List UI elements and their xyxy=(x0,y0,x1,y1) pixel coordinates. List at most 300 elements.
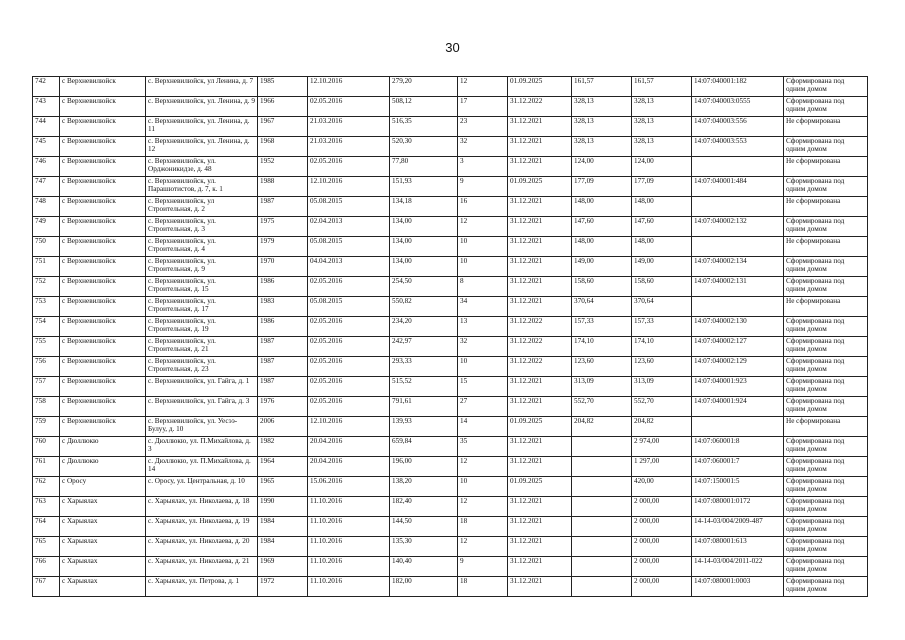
cell-survey-date: 02.05.2016 xyxy=(308,377,390,397)
cell-settlement: с Дюллюкю xyxy=(60,437,146,457)
cell-land-area-1: 328,13 xyxy=(572,137,632,157)
cell-address: с. Харыялах, ул. Николаева, д. 20 xyxy=(146,537,258,557)
cell-deadline-date: 31.12.2021 xyxy=(508,397,572,417)
cell-residents: 32 xyxy=(458,137,508,157)
cell-address: с. Верхневилюйск, ул. Уесээ-Булуу, д. 10 xyxy=(146,417,258,437)
cell-year-built: 1965 xyxy=(258,477,308,497)
table-row xyxy=(33,217,868,237)
cell-deadline-date: 31.12.2021 xyxy=(508,257,572,277)
cell-land-status: Сформирована под одним домом xyxy=(784,537,868,557)
cell-year-built: 1986 xyxy=(258,317,308,337)
cell-settlement: с Верхневилюйск xyxy=(60,277,146,297)
cell-survey-date: 12.10.2016 xyxy=(308,177,390,197)
cell-settlement: с Верхневилюйск xyxy=(60,97,146,117)
cell-survey-date: 02.05.2016 xyxy=(308,337,390,357)
cell-deadline-date: 31.12.2021 xyxy=(508,517,572,537)
cell-settlement: с Харыялах xyxy=(60,517,146,537)
cell-deadline-date: 31.12.2021 xyxy=(508,157,572,177)
cell-year-built: 1970 xyxy=(258,257,308,277)
cell-land-area-2: 1 297,00 xyxy=(632,457,692,477)
cell-land-status: Сформирована под одним домом xyxy=(784,77,868,97)
cell-residents: 16 xyxy=(458,197,508,217)
cell-land-area-1: 161,57 xyxy=(572,77,632,97)
cell-land-area-2: 177,09 xyxy=(632,177,692,197)
cell-survey-date: 05.08.2015 xyxy=(308,237,390,257)
cell-settlement: с Верхневилюйск xyxy=(60,417,146,437)
cell-land-status: Сформирована под одним домом xyxy=(784,137,868,157)
cell-cadastral-number: 14:07:060001:7 xyxy=(692,457,784,477)
table-row xyxy=(33,337,868,357)
cell-deadline-date: 01.09.2025 xyxy=(508,417,572,437)
table-row xyxy=(33,237,868,257)
cell-land-area-2: 2 000,00 xyxy=(632,557,692,577)
cell-address: с. Верхневилюйск, ул. Строительная, д. 3 xyxy=(146,217,258,237)
cell-row-number: 755 xyxy=(33,337,60,357)
cell-land-area-2: 174,10 xyxy=(632,337,692,357)
cell-row-number: 742 xyxy=(33,77,60,97)
cell-land-area-1: 204,82 xyxy=(572,417,632,437)
cell-address: с. Харыялах, ул. Николаева, д. 18 xyxy=(146,497,258,517)
cell-area: 138,20 xyxy=(390,477,458,497)
cell-cadastral-number xyxy=(692,157,784,177)
table-row xyxy=(33,537,868,557)
cell-survey-date: 02.05.2016 xyxy=(308,397,390,417)
cell-year-built: 1964 xyxy=(258,457,308,477)
cell-land-area-2: 313,09 xyxy=(632,377,692,397)
cell-area: 508,12 xyxy=(390,97,458,117)
cell-year-built: 1968 xyxy=(258,137,308,157)
cell-row-number: 765 xyxy=(33,537,60,557)
cell-land-area-1 xyxy=(572,477,632,497)
cell-year-built: 2006 xyxy=(258,417,308,437)
table-body xyxy=(33,77,868,597)
cell-land-status: Сформирована под одним домом xyxy=(784,377,868,397)
cell-land-area-1: 313,09 xyxy=(572,377,632,397)
cell-cadastral-number: 14:07:040003:553 xyxy=(692,137,784,157)
table-row xyxy=(33,397,868,417)
cell-area: 134,00 xyxy=(390,217,458,237)
cell-cadastral-number: 14:07:080001:613 xyxy=(692,537,784,557)
cell-area: 659,84 xyxy=(390,437,458,457)
cell-land-status: Сформирована под одним домом xyxy=(784,457,868,477)
cell-address: с. Дюллюкю, ул. П.Михайлова, д. 3 xyxy=(146,437,258,457)
cell-residents: 12 xyxy=(458,497,508,517)
cell-residents: 12 xyxy=(458,217,508,237)
table-row xyxy=(33,317,868,337)
cell-land-area-2: 2 000,00 xyxy=(632,517,692,537)
table-row xyxy=(33,177,868,197)
table-row xyxy=(33,557,868,577)
cell-area: 234,20 xyxy=(390,317,458,337)
cell-land-status: Сформирована под одним домом xyxy=(784,557,868,577)
cell-land-area-1: 328,13 xyxy=(572,117,632,137)
cell-settlement: с Харыялах xyxy=(60,537,146,557)
cell-land-area-1: 148,00 xyxy=(572,237,632,257)
cell-land-area-1: 124,00 xyxy=(572,157,632,177)
cell-cadastral-number: 14:07:080001:0172 xyxy=(692,497,784,517)
cell-land-area-1: 148,00 xyxy=(572,197,632,217)
cell-survey-date: 12.10.2016 xyxy=(308,417,390,437)
cell-area: 139,93 xyxy=(390,417,458,437)
cell-settlement: с Верхневилюйск xyxy=(60,117,146,137)
cell-address: с. Верхневилюйск, ул Ленина, д. 7 xyxy=(146,77,258,97)
cell-deadline-date: 31.12.2021 xyxy=(508,237,572,257)
cell-residents: 14 xyxy=(458,417,508,437)
cell-area: 134,00 xyxy=(390,237,458,257)
cell-residents: 12 xyxy=(458,457,508,477)
cell-survey-date: 02.05.2016 xyxy=(308,317,390,337)
cell-settlement: с Верхневилюйск xyxy=(60,337,146,357)
cell-settlement: с Верхневилюйск xyxy=(60,237,146,257)
cell-land-area-2: 2 974,00 xyxy=(632,437,692,457)
cell-land-area-2: 147,60 xyxy=(632,217,692,237)
cell-settlement: с Верхневилюйск xyxy=(60,77,146,97)
cell-year-built: 1967 xyxy=(258,117,308,137)
cell-land-area-2: 328,13 xyxy=(632,137,692,157)
cell-land-area-1: 370,64 xyxy=(572,297,632,317)
cell-settlement: с Верхневилюйск xyxy=(60,137,146,157)
table-row xyxy=(33,257,868,277)
cell-land-area-2: 370,64 xyxy=(632,297,692,317)
table-row xyxy=(33,417,868,437)
cell-deadline-date: 31.12.2021 xyxy=(508,297,572,317)
cell-land-area-1: 328,13 xyxy=(572,97,632,117)
table-row xyxy=(33,157,868,177)
cell-land-area-2: 2 000,00 xyxy=(632,497,692,517)
cell-settlement: с Харыялах xyxy=(60,577,146,597)
cell-row-number: 758 xyxy=(33,397,60,417)
cell-deadline-date: 01.09.2025 xyxy=(508,77,572,97)
cell-deadline-date: 31.12.2021 xyxy=(508,217,572,237)
cell-survey-date: 15.06.2016 xyxy=(308,477,390,497)
cell-row-number: 764 xyxy=(33,517,60,537)
cell-address: с. Верхневилюйск, ул. Строительная, д. 9 xyxy=(146,257,258,277)
cell-settlement: с Верхневилюйск xyxy=(60,297,146,317)
cell-address: с. Верхневилюйск, ул. Строительная, д. 19 xyxy=(146,317,258,337)
cell-land-status: Сформирована под одним домом xyxy=(784,257,868,277)
cell-address: с. Верхневилюйск, ул. Строительная, д. 17 xyxy=(146,297,258,317)
cell-row-number: 745 xyxy=(33,137,60,157)
cell-land-area-1 xyxy=(572,517,632,537)
cell-land-area-2: 328,13 xyxy=(632,117,692,137)
cell-settlement: с Верхневилюйск xyxy=(60,397,146,417)
cell-row-number: 743 xyxy=(33,97,60,117)
cell-cadastral-number: 14:07:040002:130 xyxy=(692,317,784,337)
cell-land-area-2: 157,33 xyxy=(632,317,692,337)
cell-address: с. Верхневилюйск, ул. Ленина, д. 9 xyxy=(146,97,258,117)
cell-land-area-1: 147,60 xyxy=(572,217,632,237)
cell-residents: 35 xyxy=(458,437,508,457)
cell-land-area-1 xyxy=(572,537,632,557)
cell-residents: 8 xyxy=(458,277,508,297)
cell-row-number: 744 xyxy=(33,117,60,137)
cell-deadline-date: 31.12.2021 xyxy=(508,437,572,457)
cell-area: 516,35 xyxy=(390,117,458,137)
cell-land-status: Не сформирована xyxy=(784,197,868,217)
cell-land-status: Сформирована под одним домом xyxy=(784,177,868,197)
cell-row-number: 761 xyxy=(33,457,60,477)
cell-cadastral-number: 14:07:040003:556 xyxy=(692,117,784,137)
cell-year-built: 1983 xyxy=(258,297,308,317)
cell-year-built: 1986 xyxy=(258,277,308,297)
cell-survey-date: 04.04.2013 xyxy=(308,257,390,277)
cell-address: с. Верхневилюйск, ул Строительная, д. 2 xyxy=(146,197,258,217)
cell-residents: 12 xyxy=(458,537,508,557)
cell-row-number: 748 xyxy=(33,197,60,217)
cell-deadline-date: 31.12.2022 xyxy=(508,97,572,117)
cell-cadastral-number: 14:07:040002:131 xyxy=(692,277,784,297)
cell-deadline-date: 31.12.2021 xyxy=(508,457,572,477)
cell-settlement: с Дюллюкю xyxy=(60,457,146,477)
cell-year-built: 1966 xyxy=(258,97,308,117)
cell-land-status: Сформирована под одним домом xyxy=(784,497,868,517)
cell-settlement: с Верхневилюйск xyxy=(60,197,146,217)
cell-residents: 34 xyxy=(458,297,508,317)
page-number: 30 xyxy=(445,40,460,55)
table-row xyxy=(33,457,868,477)
cell-residents: 23 xyxy=(458,117,508,137)
cell-year-built: 1984 xyxy=(258,517,308,537)
cell-land-area-1 xyxy=(572,557,632,577)
cell-area: 791,61 xyxy=(390,397,458,417)
cell-area: 254,50 xyxy=(390,277,458,297)
cell-year-built: 1988 xyxy=(258,177,308,197)
cell-row-number: 763 xyxy=(33,497,60,517)
table-row xyxy=(33,497,868,517)
cell-address: с. Харыялах, ул. Николаева, д. 19 xyxy=(146,517,258,537)
cell-year-built: 1987 xyxy=(258,197,308,217)
cell-land-area-1: 158,60 xyxy=(572,277,632,297)
cell-year-built: 1975 xyxy=(258,217,308,237)
cell-land-status: Не сформирована xyxy=(784,237,868,257)
cell-land-area-2: 204,82 xyxy=(632,417,692,437)
cell-land-area-2: 148,00 xyxy=(632,197,692,217)
cell-row-number: 751 xyxy=(33,257,60,277)
cell-settlement: с Верхневилюйск xyxy=(60,377,146,397)
cell-row-number: 753 xyxy=(33,297,60,317)
table-row xyxy=(33,517,868,537)
cell-row-number: 750 xyxy=(33,237,60,257)
cell-land-area-1 xyxy=(572,457,632,477)
cell-land-status: Сформирована под одним домом xyxy=(784,337,868,357)
cell-residents: 10 xyxy=(458,237,508,257)
table-row xyxy=(33,357,868,377)
cell-year-built: 1984 xyxy=(258,537,308,557)
cell-land-area-2: 123,60 xyxy=(632,357,692,377)
cell-row-number: 767 xyxy=(33,577,60,597)
table-row xyxy=(33,117,868,137)
table-row xyxy=(33,297,868,317)
cell-residents: 18 xyxy=(458,577,508,597)
cell-survey-date: 02.05.2016 xyxy=(308,357,390,377)
table-row xyxy=(33,97,868,117)
cell-year-built: 1985 xyxy=(258,77,308,97)
cell-survey-date: 02.04.2013 xyxy=(308,217,390,237)
cell-land-status: Сформирована под одним домом xyxy=(784,277,868,297)
cell-address: с. Верхневилюйск, ул. Строительная, д. 21 xyxy=(146,337,258,357)
cell-land-area-1: 149,00 xyxy=(572,257,632,277)
cell-settlement: с Верхневилюйск xyxy=(60,317,146,337)
cell-year-built: 1952 xyxy=(258,157,308,177)
cell-land-status: Сформирована под одним домом xyxy=(784,357,868,377)
cell-residents: 17 xyxy=(458,97,508,117)
cell-area: 182,00 xyxy=(390,577,458,597)
cell-address: с. Верхневилюйск, ул. Строительная, д. 23 xyxy=(146,357,258,377)
cell-cadastral-number: 14:07:040002:132 xyxy=(692,217,784,237)
cell-address: с. Верхневилюйск, ул. Гайга, д. 1 xyxy=(146,377,258,397)
cell-land-area-1: 123,60 xyxy=(572,357,632,377)
cell-deadline-date: 01.09.2025 xyxy=(508,477,572,497)
cell-residents: 9 xyxy=(458,177,508,197)
cell-survey-date: 02.05.2016 xyxy=(308,157,390,177)
table-row xyxy=(33,137,868,157)
cell-year-built: 1987 xyxy=(258,337,308,357)
cell-residents: 27 xyxy=(458,397,508,417)
cell-land-status: Сформирована под одним домом xyxy=(784,517,868,537)
cell-cadastral-number xyxy=(692,417,784,437)
cell-settlement: с Верхневилюйск xyxy=(60,157,146,177)
cell-land-status: Не сформирована xyxy=(784,117,868,137)
cell-row-number: 747 xyxy=(33,177,60,197)
cell-land-status: Не сформирована xyxy=(784,297,868,317)
cell-survey-date: 02.05.2016 xyxy=(308,97,390,117)
cell-deadline-date: 31.12.2021 xyxy=(508,137,572,157)
cell-survey-date: 11.10.2016 xyxy=(308,557,390,577)
cell-deadline-date: 31.12.2022 xyxy=(508,337,572,357)
cell-area: 134,18 xyxy=(390,197,458,217)
cell-deadline-date: 31.12.2021 xyxy=(508,377,572,397)
cell-land-area-2: 328,13 xyxy=(632,97,692,117)
cell-land-status: Сформирована под одним домом xyxy=(784,97,868,117)
cell-row-number: 766 xyxy=(33,557,60,577)
cell-area: 151,93 xyxy=(390,177,458,197)
cell-settlement: с Верхневилюйск xyxy=(60,177,146,197)
cell-settlement: с Верхневилюйск xyxy=(60,357,146,377)
cell-area: 515,52 xyxy=(390,377,458,397)
cell-area: 550,82 xyxy=(390,297,458,317)
cell-survey-date: 05.08.2015 xyxy=(308,297,390,317)
cell-survey-date: 11.10.2016 xyxy=(308,577,390,597)
cell-deadline-date: 31.12.2021 xyxy=(508,537,572,557)
cell-deadline-date: 31.12.2021 xyxy=(508,197,572,217)
cell-cadastral-number: 14:07:080001:0003 xyxy=(692,577,784,597)
cell-land-status: Сформирована под одним домом xyxy=(784,437,868,457)
cell-land-area-2: 124,00 xyxy=(632,157,692,177)
cell-settlement: с Оросу xyxy=(60,477,146,497)
cell-address: с. Харыялах, ул. Николаева, д. 21 xyxy=(146,557,258,577)
cell-row-number: 756 xyxy=(33,357,60,377)
cell-row-number: 760 xyxy=(33,437,60,457)
cell-land-area-2: 2 000,00 xyxy=(632,577,692,597)
cell-deadline-date: 31.12.2022 xyxy=(508,357,572,377)
table-row xyxy=(33,437,868,457)
cell-cadastral-number: 14:07:040001:484 xyxy=(692,177,784,197)
cell-year-built: 1969 xyxy=(258,557,308,577)
cell-land-area-2: 420,00 xyxy=(632,477,692,497)
cell-cadastral-number: 14:07:040002:129 xyxy=(692,357,784,377)
cell-land-area-1: 157,33 xyxy=(572,317,632,337)
cell-survey-date: 05.08.2015 xyxy=(308,197,390,217)
cell-residents: 3 xyxy=(458,157,508,177)
cell-cadastral-number: 14:07:040002:127 xyxy=(692,337,784,357)
cell-area: 242,97 xyxy=(390,337,458,357)
cell-land-status: Сформирована под одним домом xyxy=(784,577,868,597)
cell-land-area-2: 161,57 xyxy=(632,77,692,97)
cell-land-area-2: 552,70 xyxy=(632,397,692,417)
cell-area: 182,40 xyxy=(390,497,458,517)
cell-row-number: 746 xyxy=(33,157,60,177)
cell-settlement: с Верхневилюйск xyxy=(60,217,146,237)
cell-residents: 9 xyxy=(458,557,508,577)
cell-land-status: Не сформирована xyxy=(784,417,868,437)
cell-survey-date: 11.10.2016 xyxy=(308,517,390,537)
cell-row-number: 762 xyxy=(33,477,60,497)
cell-cadastral-number: 14:07:040001:924 xyxy=(692,397,784,417)
cell-residents: 13 xyxy=(458,317,508,337)
cell-row-number: 749 xyxy=(33,217,60,237)
cell-land-area-2: 149,00 xyxy=(632,257,692,277)
cell-cadastral-number: 14:07:150001:5 xyxy=(692,477,784,497)
cell-cadastral-number: 14:07:040003:0555 xyxy=(692,97,784,117)
cell-survey-date: 21.03.2016 xyxy=(308,117,390,137)
cell-residents: 18 xyxy=(458,517,508,537)
cell-land-status: Сформирована под одним домом xyxy=(784,217,868,237)
cell-area: 140,40 xyxy=(390,557,458,577)
cell-year-built: 1979 xyxy=(258,237,308,257)
cell-row-number: 752 xyxy=(33,277,60,297)
cell-deadline-date: 31.12.2022 xyxy=(508,317,572,337)
cell-address: с. Оросу, ул. Центральная, д. 10 xyxy=(146,477,258,497)
cell-address: с. Верхневилюйск, ул. Строительная, д. 4 xyxy=(146,237,258,257)
cell-year-built: 1972 xyxy=(258,577,308,597)
cell-area: 279,20 xyxy=(390,77,458,97)
cell-address: с. Верхневилюйск, ул. Ленина, д. 11 xyxy=(146,117,258,137)
cell-address: с. Дюллюкю, ул. П.Михайлова, д. 14 xyxy=(146,457,258,477)
cell-cadastral-number: 14-14-03/004/2009-487 xyxy=(692,517,784,537)
cell-survey-date: 11.10.2016 xyxy=(308,537,390,557)
cell-land-status: Сформирована под одним домом xyxy=(784,477,868,497)
table-row xyxy=(33,577,868,597)
table-row xyxy=(33,277,868,297)
cell-land-area-2: 158,60 xyxy=(632,277,692,297)
cell-land-area-1: 552,70 xyxy=(572,397,632,417)
cell-year-built: 1987 xyxy=(258,377,308,397)
cell-residents: 32 xyxy=(458,337,508,357)
cell-address: с. Верхневилюйск, ул. Орджоникидзе, д. 48 xyxy=(146,157,258,177)
cell-settlement: с Верхневилюйск xyxy=(60,257,146,277)
cell-cadastral-number: 14:07:040002:134 xyxy=(692,257,784,277)
cell-survey-date: 21.03.2016 xyxy=(308,137,390,157)
table-row xyxy=(33,477,868,497)
cell-year-built: 1982 xyxy=(258,437,308,457)
cell-year-built: 1976 xyxy=(258,397,308,417)
cell-deadline-date: 31.12.2021 xyxy=(508,277,572,297)
cell-deadline-date: 31.12.2021 xyxy=(508,557,572,577)
cell-survey-date: 20.04.2016 xyxy=(308,457,390,477)
cell-deadline-date: 31.12.2021 xyxy=(508,577,572,597)
cell-residents: 15 xyxy=(458,377,508,397)
table-row xyxy=(33,77,868,97)
cell-cadastral-number xyxy=(692,197,784,217)
cell-settlement: с Харыялах xyxy=(60,497,146,517)
cell-area: 520,30 xyxy=(390,137,458,157)
cell-land-status: Не сформирована xyxy=(784,157,868,177)
cell-land-status: Сформирована под одним домом xyxy=(784,397,868,417)
cell-residents: 10 xyxy=(458,477,508,497)
cell-land-area-2: 148,00 xyxy=(632,237,692,257)
cell-cadastral-number xyxy=(692,237,784,257)
cell-cadastral-number: 14-14-03/004/2011-022 xyxy=(692,557,784,577)
